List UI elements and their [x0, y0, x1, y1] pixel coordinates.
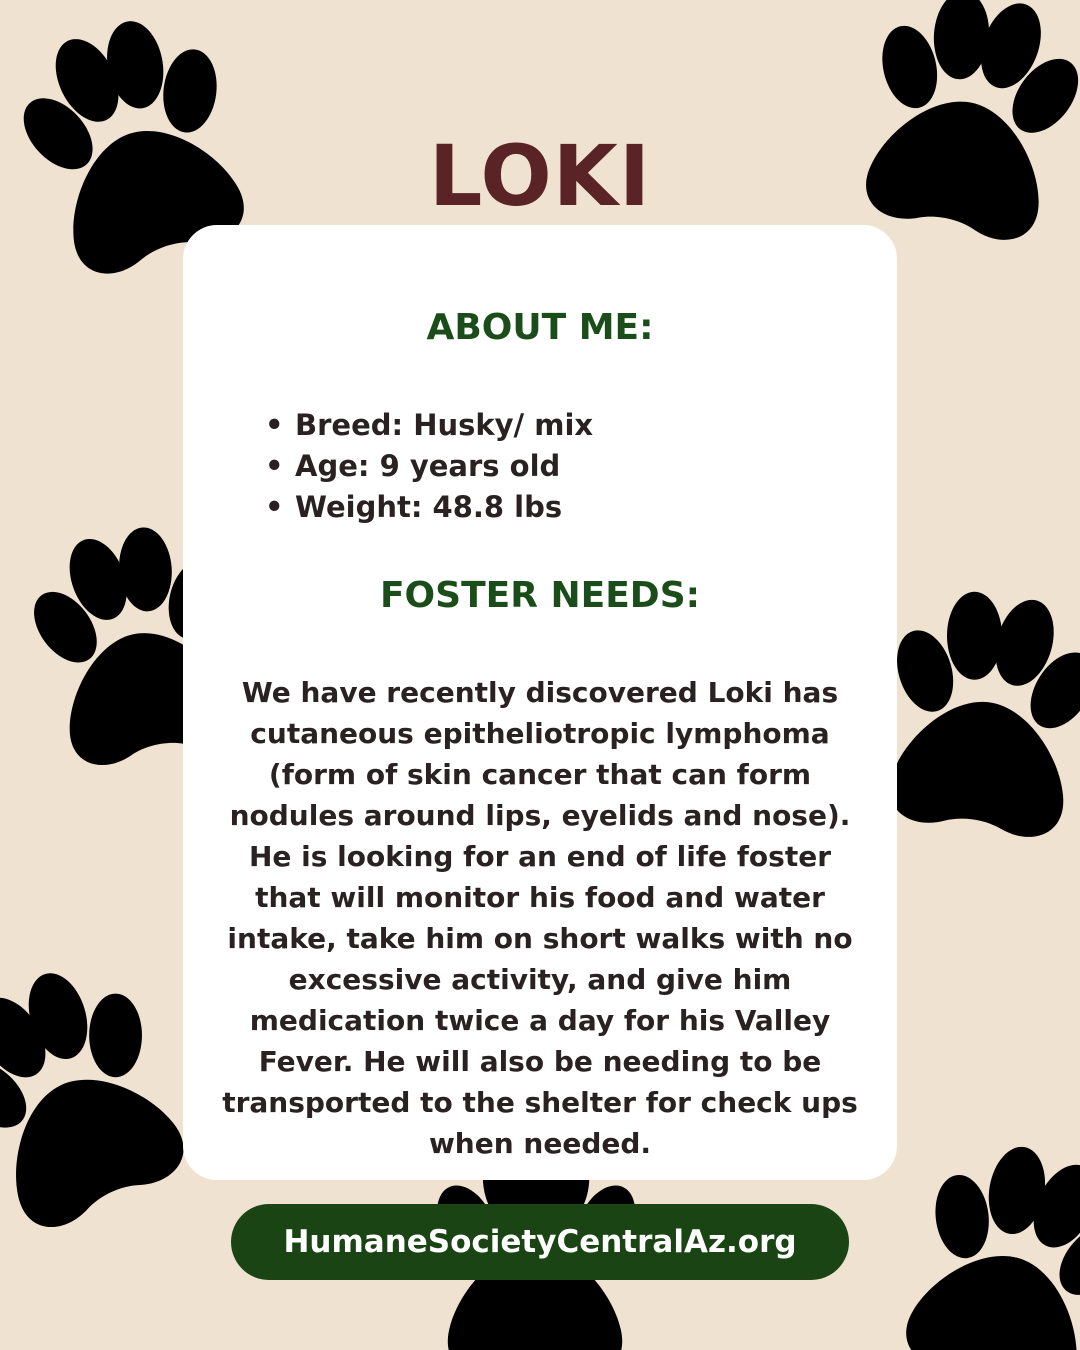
about-me-heading: ABOUT ME: [426, 307, 654, 348]
description-line: nodules around lips, eyelids and nose). [229, 799, 851, 832]
pet-facts-list [265, 405, 593, 528]
foster-needs-description [207, 672, 873, 1164]
description-line: that will monitor his food and water [255, 881, 825, 914]
description-line: when needed. [428, 1127, 652, 1160]
description-line: We have recently discovered Loki has [241, 676, 839, 709]
list-item [265, 487, 593, 528]
info-card [183, 225, 897, 1180]
paw-icon [876, 1119, 1080, 1350]
list-item [265, 446, 593, 487]
bullet-icon: • [265, 490, 284, 524]
website-link[interactable]: HumaneSocietyCentralAz.org [231, 1204, 849, 1280]
fact-age: Age: 9 years old [295, 449, 561, 483]
fact-breed: Breed: Husky/ mix [295, 408, 594, 442]
description-line: intake, take him on short walks with no [227, 922, 853, 955]
description-line: transported to the shelter for check ups [222, 1086, 858, 1119]
pet-name-title: LOKI [428, 127, 652, 225]
list-item [265, 405, 593, 446]
foster-needs-heading: FOSTER NEEDS: [379, 575, 701, 616]
bullet-icon: • [265, 408, 284, 442]
description-line: cutaneous epitheliotropic lymphoma [250, 717, 830, 750]
description-line: He is looking for an end of life foster [248, 840, 831, 873]
description-line: (form of skin cancer that can form [268, 758, 812, 791]
description-line: Fever. He will also be needing to be [258, 1045, 822, 1078]
bullet-icon: • [265, 449, 284, 483]
description-line: medication twice a day for his Valley [249, 1004, 831, 1037]
fact-weight: Weight: 48.8 lbs [295, 490, 563, 524]
description-line: excessive activity, and give him [288, 963, 792, 996]
